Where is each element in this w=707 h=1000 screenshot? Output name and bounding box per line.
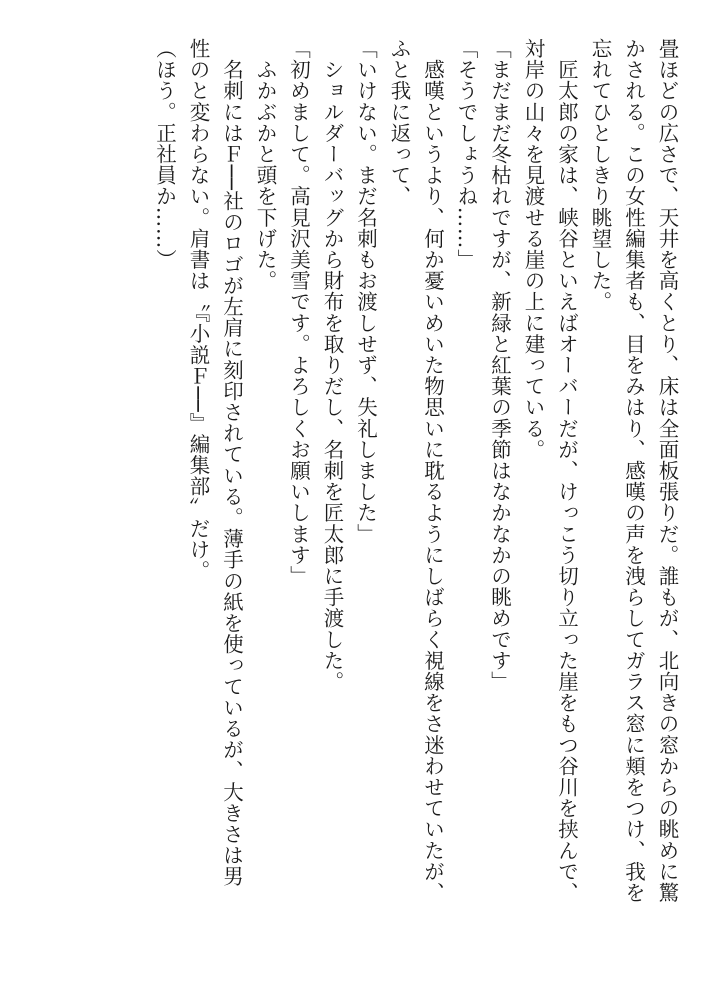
text-line-11: ショルダーバッグから財布を取りだし、名刺を匠太郎に手渡した。 (320, 38, 344, 693)
text-line-12: 「初めまして。高見沢美雪です。よろしくお願いします」 (286, 38, 311, 587)
text-line-5: 対岸の山々を見渡せる崖の上に建っている。 (521, 38, 545, 460)
text-line-13: ふかぶかと頭を下げた。 (253, 38, 277, 292)
vertical-text-body (147, 38, 683, 978)
text-line-1: 畳ほどの広さで、天井を高くとり、床は全面板張りだ。誰もが、北向きの窓からの眺めに驚 (655, 38, 679, 904)
text-line-14: 名刺にはＦ──社のロゴが左肩に刻印されている。薄手の紙を使っているが、大きさは男 (219, 38, 244, 887)
text-line-9: ふと我に返って、 (387, 38, 411, 207)
text-line-7: 「そうでしょうね……」 (454, 38, 478, 271)
text-line-6: 「まだまだ冬枯れですが、新緑と紅葉の季節はなかなかの眺めです」 (487, 38, 512, 693)
text-line-16: （ほう。正社員か……） (152, 38, 177, 271)
text-line-10: 「いけない。まだ名刺もお渡しせず、失礼しました」 (353, 38, 378, 545)
text-line-8: 感嘆というより、何か憂いめいた物思いに耽るようにしばらく視線をさ迷わせていたが、 (420, 38, 445, 904)
text-line-3: 忘れてひとしきり眺望した。 (588, 38, 612, 313)
text-line-2: かされる。この女性編集者も、目をみはり、感嘆の声を洩らしてガラス窓に頬をつけ、我を (621, 38, 646, 904)
text-line-15: 性のと変わらない。肩書は〝『小説Ｆ──』編集部〟だけ。 (186, 38, 210, 582)
text-line-4: 匠太郎の家は、峡谷といえばオーバーだが、けっこう切り立った崖をもつ谷川を挟んで、 (554, 38, 579, 904)
